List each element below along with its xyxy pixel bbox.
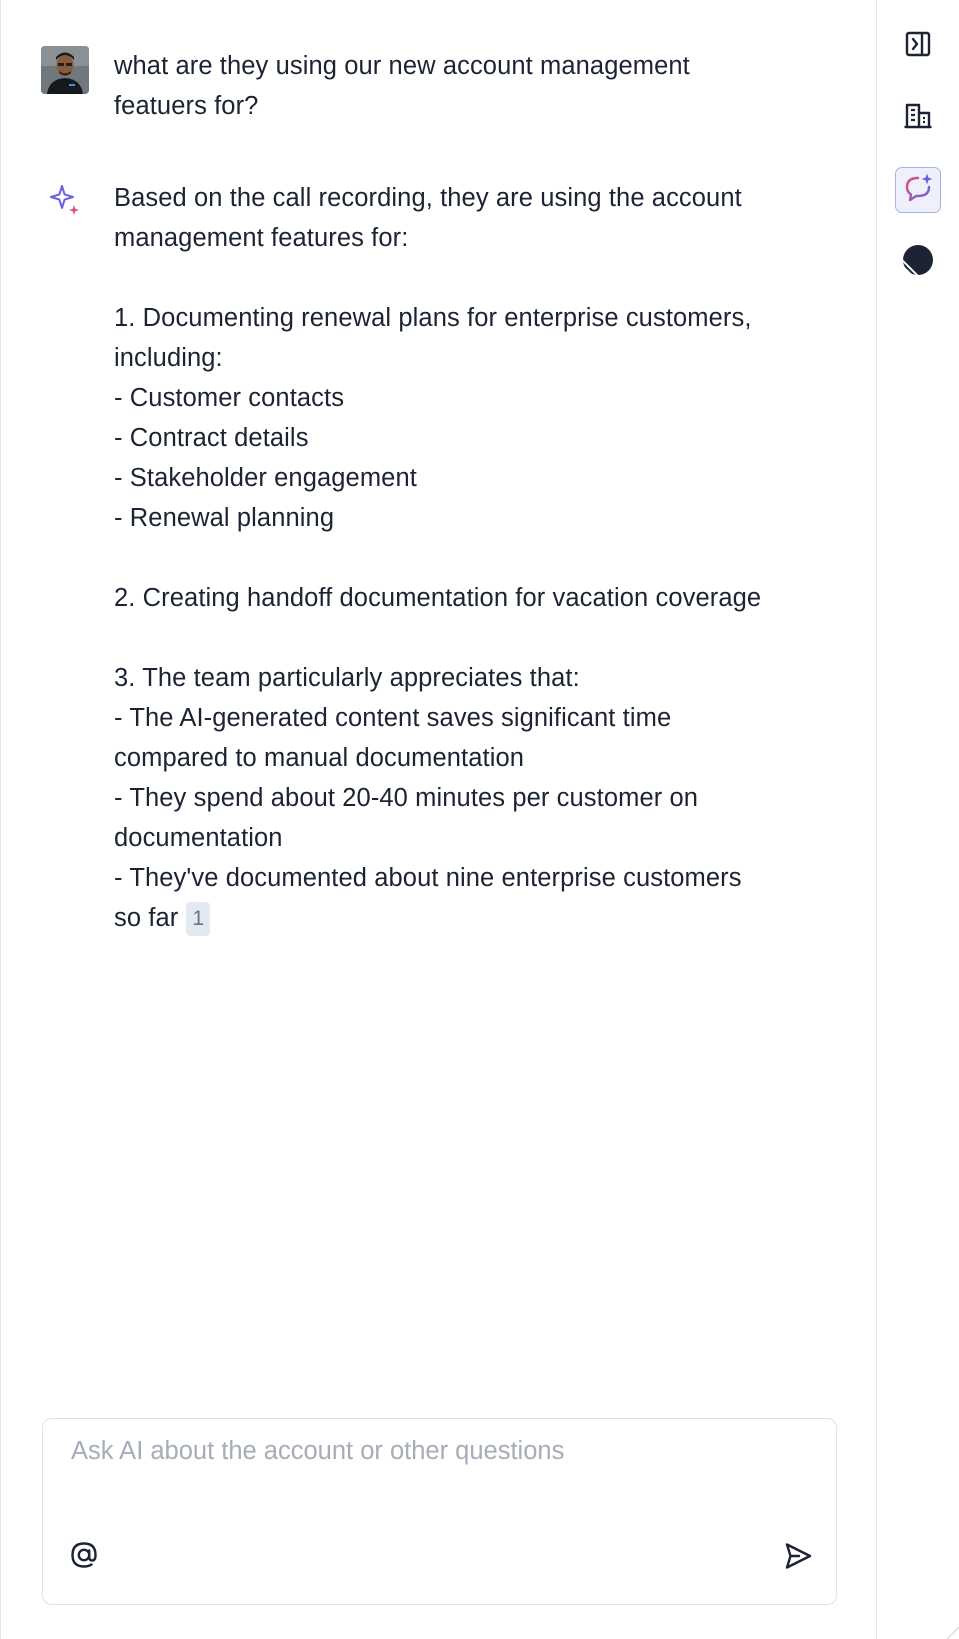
message-line: documentation	[114, 824, 283, 852]
message-line: - They've documented about nine enterprise customers	[114, 864, 742, 892]
user-message	[41, 46, 836, 126]
linear-logo-icon	[901, 243, 935, 282]
chat-input[interactable]	[71, 1437, 808, 1497]
right-rail	[877, 0, 959, 1639]
ai-chat-icon	[902, 172, 934, 209]
panel-toggle-icon	[904, 30, 932, 63]
message-line: featuers for?	[114, 92, 259, 120]
message-spacer	[114, 618, 836, 658]
message-line: 2. Creating handoff documentation for vacation coverage	[114, 584, 762, 612]
message-line: 1. Documenting renewal plans for enterprise customers,	[114, 304, 752, 332]
message-line: - They spend about 20-40 minutes per customer on	[114, 784, 699, 812]
sparkle-icon	[49, 184, 83, 218]
mention-button[interactable]	[67, 1540, 101, 1574]
user-message-text	[114, 46, 836, 126]
ai-message	[41, 178, 836, 938]
message-line: - The AI-generated content saves significant time	[114, 704, 672, 732]
resize-handle-icon[interactable]	[943, 1623, 959, 1639]
message-line: what are they using our new account management	[114, 52, 690, 80]
at-sign-icon	[69, 1540, 99, 1575]
user-avatar	[41, 46, 89, 94]
message-last-line	[114, 898, 836, 938]
linear-integration-button[interactable]	[895, 239, 941, 285]
message-line-text: so far	[114, 904, 179, 932]
message-line: Based on the call recording, they are using the account	[114, 184, 742, 212]
message-line: management features for:	[114, 224, 409, 252]
ai-message-text	[114, 178, 836, 938]
chat-composer	[42, 1418, 837, 1605]
citation-badge[interactable]: 1	[186, 902, 210, 936]
building-icon	[904, 102, 932, 135]
toggle-panel-button[interactable]	[895, 23, 941, 69]
message-spacer	[114, 258, 836, 298]
message-spacer	[114, 538, 836, 578]
message-line: - Renewal planning	[114, 504, 335, 532]
message-line: - Contract details	[114, 424, 309, 452]
message-line: compared to manual documentation	[114, 744, 525, 772]
message-line: 3. The team particularly appreciates that:	[114, 664, 580, 692]
message-line: - Stakeholder engagement	[114, 464, 417, 492]
send-button[interactable]	[780, 1540, 816, 1576]
ai-chat-button[interactable]	[895, 167, 941, 213]
send-icon	[783, 1541, 813, 1576]
account-button[interactable]	[895, 95, 941, 141]
message-line: - Customer contacts	[114, 384, 345, 412]
message-line: including:	[114, 344, 223, 372]
